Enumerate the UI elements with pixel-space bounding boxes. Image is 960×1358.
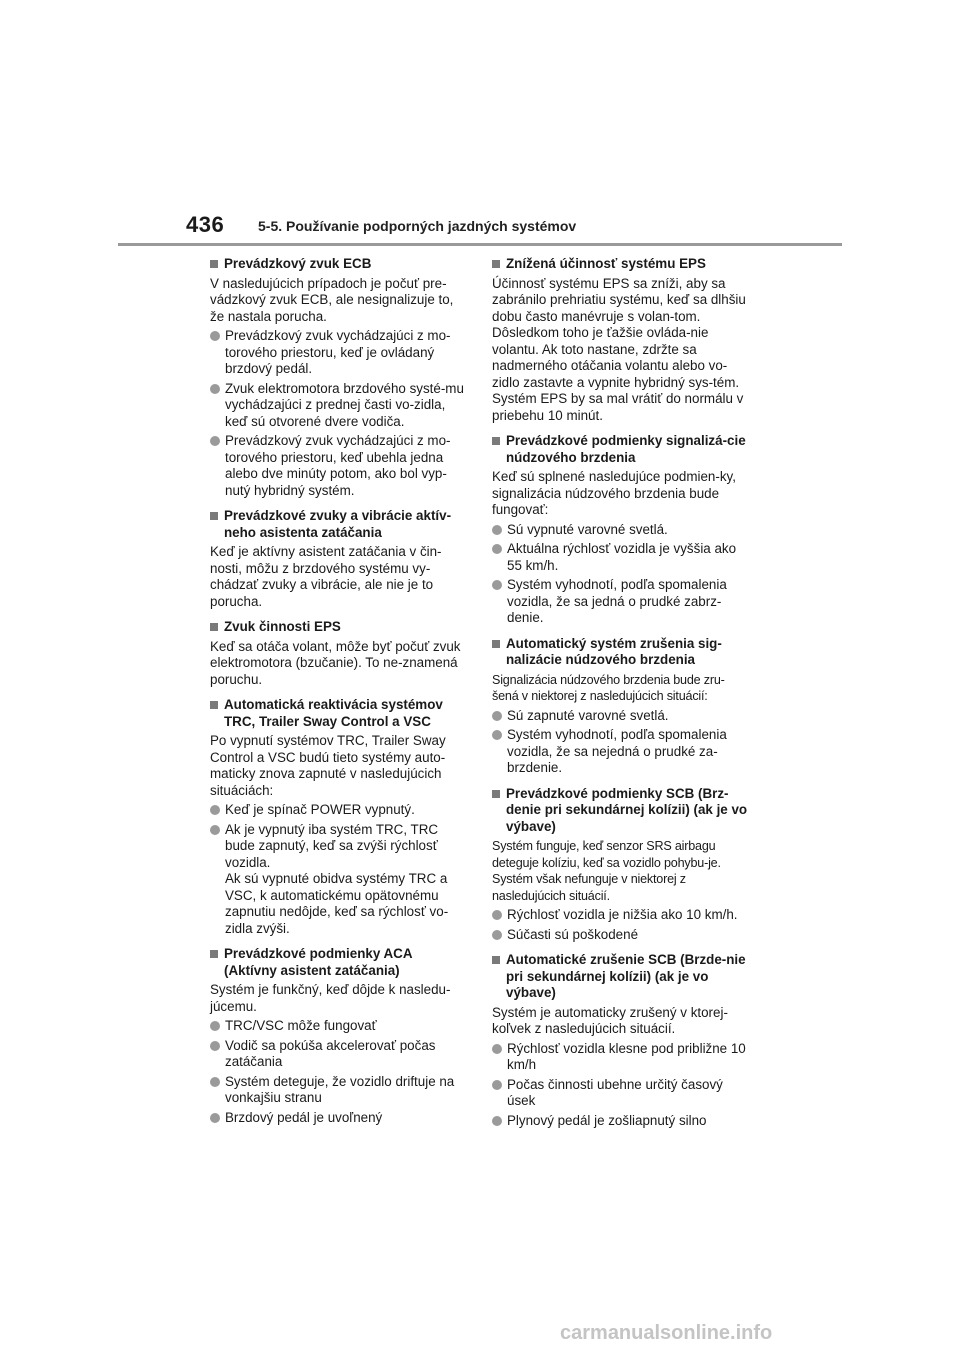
round-bullet-icon bbox=[210, 384, 220, 394]
bullet-text: Ak je vypnutý iba systém TRC, TRC bude zapnutý, keď sa zvýši rýchlosť vozidla. Ak sú vypnuté obidva systémy TRC a VSC, k automatickému opätovnému zapnutiu nedôjde, keď sa rýchlosť vo-zidla zvýši. bbox=[225, 821, 449, 936]
round-bullet-icon bbox=[492, 544, 502, 554]
bullet-text: Sú zapnuté varovné svetlá. bbox=[507, 707, 669, 723]
square-bullet-icon bbox=[210, 950, 218, 958]
section-heading-text: Prevádzkové podmienky signalizá-cie núdzového brzdenia bbox=[506, 433, 746, 465]
section-heading-text: Prevádzkové podmienky SCB (Brz-denie pri sekundárnej kolízii) (ak je vo výbave) bbox=[506, 785, 748, 834]
bullet-item bbox=[492, 1113, 748, 1130]
square-bullet-icon bbox=[492, 260, 500, 268]
bullet-text: Rýchlosť vozidla klesne pod približne 10 km/h bbox=[507, 1040, 746, 1072]
content-section bbox=[492, 952, 748, 1129]
bullet-text: Rýchlosť vozidla je nižšia ako 10 km/h. bbox=[507, 907, 738, 922]
bullet-text: Prevádzkový zvuk vychádzajúci z mo-torového priestoru, keď ubehla jedna alebo dve minúty potom, ako bol vyp-nutý hybridný systém. bbox=[225, 433, 451, 498]
square-bullet-icon bbox=[492, 956, 500, 964]
header-divider bbox=[118, 243, 842, 246]
watermark-logo: carmanualsonline.info bbox=[560, 1322, 773, 1344]
section-heading-text: Prevádzkové zvuky a vibrácie aktív-neho asistenta zatáčania bbox=[224, 508, 452, 540]
bullet-item bbox=[210, 1110, 466, 1127]
round-bullet-icon bbox=[492, 525, 502, 535]
bullet-item bbox=[492, 1077, 748, 1110]
bullet-item bbox=[492, 1041, 748, 1074]
section-heading-text: Automatický systém zrušenia sig-nalizácie núdzového brzdenia bbox=[506, 635, 722, 667]
section-heading bbox=[210, 619, 466, 636]
bullet-item bbox=[492, 541, 748, 574]
bullet-item bbox=[492, 927, 748, 944]
content-section bbox=[210, 256, 466, 499]
bullet-item bbox=[492, 522, 748, 539]
section-title: 5-5. Používanie podporných jazdných systémov bbox=[258, 218, 577, 234]
round-bullet-icon bbox=[210, 331, 220, 341]
bullet-item bbox=[492, 577, 748, 627]
section-heading bbox=[492, 952, 748, 1002]
section-heading bbox=[210, 946, 466, 979]
section-heading bbox=[492, 786, 748, 836]
bullet-text: Systém deteguje, že vozidlo driftuje na vonkajšiu stranu bbox=[225, 1073, 455, 1105]
section-heading-text: Prevádzkové podmienky ACA (Aktívny asistent zatáčania) bbox=[224, 946, 413, 978]
paragraph: Signalizácia núdzového brzdenia bude zru-šená v niektorej z nasledujúcich situácií: bbox=[492, 672, 725, 703]
bullet-item bbox=[492, 907, 748, 924]
paragraph: V nasledujúcich prípadoch je počuť pre-vádzkový zvuk ECB, ale nesignalizuje to, že nastala porucha. bbox=[210, 275, 454, 324]
round-bullet-icon bbox=[492, 1080, 502, 1090]
bullet-text: TRC/VSC môže fungovať bbox=[225, 1018, 377, 1033]
paragraph: Systém je funkčný, keď dôjde k nasledu-júcemu. bbox=[210, 982, 451, 1014]
round-bullet-icon bbox=[492, 1116, 502, 1126]
bullet-item bbox=[210, 822, 466, 938]
square-bullet-icon bbox=[210, 701, 218, 709]
bullet-text: Plynový pedál je zošliapnutý silno bbox=[507, 1112, 707, 1128]
section-heading-text: Automatické zrušenie SCB (Brzde-nie pri sekundárnej kolízii) (ak je vo výbave) bbox=[506, 952, 746, 1000]
bullet-item bbox=[210, 1018, 466, 1035]
bullet-text: Vodič sa pokúša akcelerovať počas zatáčania bbox=[225, 1037, 436, 1069]
square-bullet-icon bbox=[210, 623, 218, 631]
content-section bbox=[492, 786, 748, 944]
bullet-item bbox=[492, 727, 748, 777]
square-bullet-icon bbox=[492, 437, 500, 445]
bullet-item bbox=[210, 433, 466, 499]
bullet-item bbox=[492, 708, 748, 725]
content-section bbox=[492, 433, 748, 627]
bullet-item bbox=[210, 802, 466, 819]
content-section bbox=[492, 636, 748, 777]
bullet-text: Prevádzkový zvuk vychádzajúci z mo-torového priestoru, keď je ovládaný brzdový pedál. bbox=[225, 328, 451, 376]
round-bullet-icon bbox=[492, 711, 502, 721]
round-bullet-icon bbox=[210, 825, 220, 835]
paragraph: Keď sú splnené nasledujúce podmien-ky, signalizácia núdzového brzdenia bude fungovať: bbox=[492, 469, 736, 517]
round-bullet-icon bbox=[210, 1041, 220, 1051]
bullet-text: Sú vypnuté varovné svetlá. bbox=[507, 521, 668, 537]
round-bullet-icon bbox=[210, 1113, 220, 1123]
bullet-text: Systém vyhodnotí, podľa spomalenia vozidla, že sa jedná o prudké zabrz-denie. bbox=[507, 577, 727, 625]
section-heading-text: Zvuk činnosti EPS bbox=[224, 619, 341, 634]
content-section bbox=[210, 697, 466, 937]
bullet-text: Aktuálna rýchlosť vozidla je vyššia ako 55 km/h. bbox=[507, 541, 737, 573]
content-section bbox=[492, 256, 748, 424]
square-bullet-icon bbox=[210, 512, 218, 520]
bullet-text: Keď je spínač POWER vypnutý. bbox=[225, 802, 415, 817]
bullet-text: Brzdový pedál je uvoľnený bbox=[225, 1109, 383, 1125]
section-heading bbox=[210, 508, 466, 541]
bullet-item bbox=[210, 1038, 466, 1071]
paragraph: Po vypnutí systémov TRC, Trailer Sway Control a VSC budú tieto systémy auto-maticky znova zapnuté v nasledujúcich situáciách: bbox=[210, 733, 446, 798]
content-section bbox=[210, 619, 466, 688]
round-bullet-icon bbox=[210, 1021, 220, 1031]
section-heading-text: Automatická reaktivácia systémov TRC, Trailer Sway Control a VSC bbox=[224, 697, 443, 729]
square-bullet-icon bbox=[492, 640, 500, 648]
bullet-text: Počas činnosti ubehne určitý časový úsek bbox=[507, 1076, 723, 1108]
round-bullet-icon bbox=[210, 436, 220, 446]
section-heading bbox=[210, 256, 466, 273]
section-heading bbox=[492, 433, 748, 466]
section-heading-text: Znížená účinnosť systému EPS bbox=[506, 256, 706, 271]
section-heading bbox=[492, 636, 748, 669]
section-heading-text: Prevádzkový zvuk ECB bbox=[224, 256, 372, 271]
round-bullet-icon bbox=[210, 1077, 220, 1087]
content-section bbox=[210, 946, 466, 1126]
page-number: 436 bbox=[186, 212, 225, 237]
paragraph: Systém je automaticky zrušený v ktorej-koľvek z nasledujúcich situácií. bbox=[492, 1004, 728, 1036]
bullet-item bbox=[210, 381, 466, 431]
round-bullet-icon bbox=[210, 805, 220, 815]
section-heading bbox=[492, 256, 748, 273]
bullet-text: Zvuk elektromotora brzdového systé-mu vychádzajúci z prednej časti vo-zidla, keď sú otvorené dvere vodiča. bbox=[225, 380, 464, 429]
content-section bbox=[210, 508, 466, 610]
round-bullet-icon bbox=[492, 1044, 502, 1054]
bullet-text: Súčasti sú poškodené bbox=[507, 926, 639, 942]
round-bullet-icon bbox=[492, 930, 502, 940]
paragraph: Keď sa otáča volant, môže byť počuť zvuk elektromotora (bzučanie). To ne-znamená poruchu. bbox=[210, 638, 461, 687]
bullet-text: Systém vyhodnotí, podľa spomalenia vozidla, že sa nejedná o prudké za-brzdenie. bbox=[507, 727, 727, 775]
round-bullet-icon bbox=[492, 730, 502, 740]
right-column bbox=[492, 256, 748, 1138]
round-bullet-icon bbox=[492, 910, 502, 920]
square-bullet-icon bbox=[492, 790, 500, 798]
bullet-item bbox=[210, 1074, 466, 1107]
paragraph: Systém funguje, keď senzor SRS airbagu deteguje kolíziu, keď sa vozidlo pohybu-je. Systém však nefunguje v niektorej z nasledujúcich situácií. bbox=[492, 839, 721, 903]
left-column bbox=[210, 256, 466, 1135]
round-bullet-icon bbox=[492, 580, 502, 590]
paragraph: Keď je aktívny asistent zatáčania v čin-nosti, môžu z brzdového systému vy-chádzať zvuky a vibrácie, ale nie je to porucha. bbox=[210, 544, 442, 609]
square-bullet-icon bbox=[210, 260, 218, 268]
paragraph: Účinnosť systému EPS sa zníži, aby sa zabránilo prehriatiu systému, keď sa dlhšiu dobu často manévruje s volan-tom. Dôsledkom toho je ťažšie ovláda-nie volantu. Ak toto nastane, zdržte sa nadmerného otáčania volantu alebo vo-zidlo zastavte a vypnite hybridný sys-tém. Systém EPS by sa mal vrátiť do normálu v priebehu 10 minút. bbox=[492, 275, 746, 423]
section-heading bbox=[210, 697, 466, 730]
bullet-item bbox=[210, 328, 466, 378]
